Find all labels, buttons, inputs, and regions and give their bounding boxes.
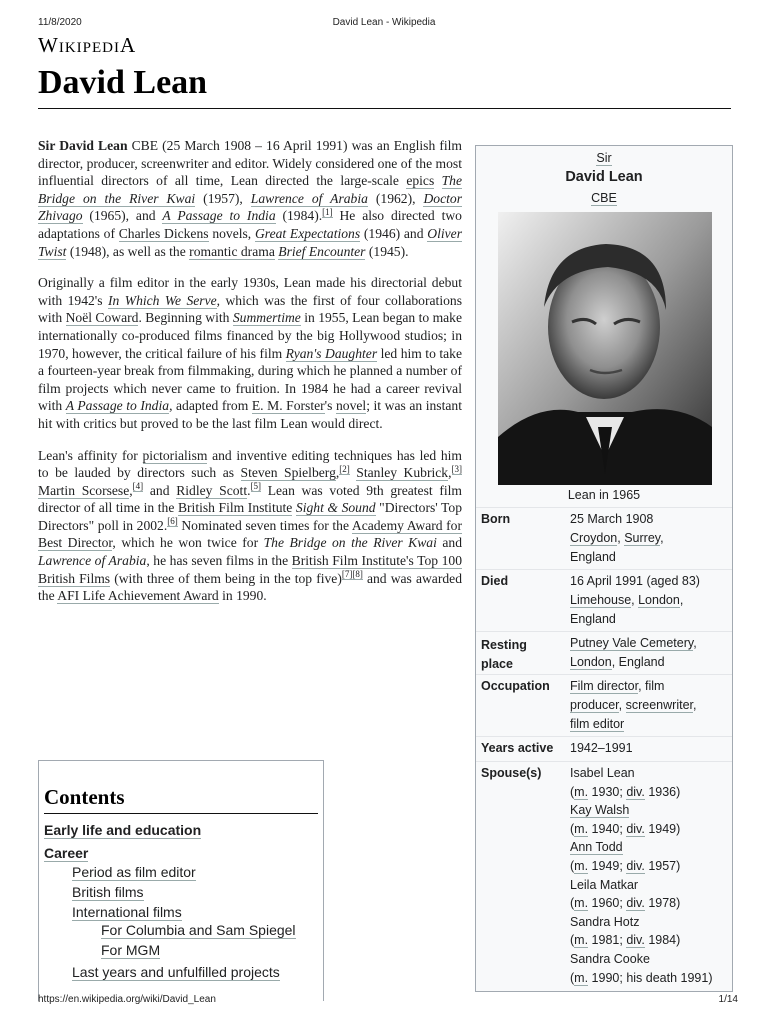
infobox: [475, 145, 733, 992]
citation-1[interactable]: [1]: [322, 206, 333, 217]
toc-item-early-life[interactable]: Early life and education: [44, 822, 202, 838]
toc-item-mgm[interactable]: For MGM: [101, 942, 161, 958]
link-croydon[interactable]: Croydon: [570, 531, 618, 545]
link-film-producer[interactable]: producer: [570, 698, 619, 712]
citation-5[interactable]: [5]: [250, 481, 261, 492]
wikipedia-wordmark[interactable]: WIKIPEDIA: [38, 33, 137, 57]
link-limehouse[interactable]: Limehouse: [570, 593, 632, 607]
infobox-honorific-suffix[interactable]: CBE: [591, 191, 617, 205]
link-passage-to-india-2[interactable]: A Passage to India: [65, 398, 170, 414]
link-great-expectations[interactable]: Great Expectations: [254, 225, 361, 241]
toc-item-career[interactable]: Career: [44, 845, 89, 861]
infobox-row-years-active: Years active 1942–1991: [476, 736, 732, 762]
article-intro: [38, 137, 462, 619]
link-film-editor[interactable]: film editor: [570, 717, 625, 731]
link-steven-spielberg[interactable]: Steven Spielberg: [240, 465, 336, 481]
citation-6[interactable]: [6]: [167, 516, 178, 527]
link-stanley-kubrick[interactable]: Stanley Kubrick: [356, 465, 449, 481]
print-url: https://en.wikipedia.org/wiki/David_Lean: [38, 994, 216, 1005]
link-british-film-institute[interactable]: British Film Institute: [177, 500, 293, 516]
infobox-row-resting-place: Resting place Putney Vale Cemetery, London, England: [476, 631, 732, 675]
title-divider: [38, 108, 731, 109]
citation-4[interactable]: [4]: [132, 481, 144, 492]
link-summertime[interactable]: Summertime: [232, 310, 301, 326]
link-film-director[interactable]: Film director: [570, 679, 639, 693]
page-title: David Lean: [38, 64, 208, 101]
link-london-2[interactable]: London: [570, 655, 612, 669]
link-brief-encounter[interactable]: Brief Encounter: [278, 243, 366, 259]
spouse-name: Isabel Lean: [570, 766, 635, 780]
link-bfi-top-100[interactable]: British Film Institute's Top 100 British Films: [38, 553, 462, 586]
link-ridley-scott[interactable]: Ridley Scott: [176, 482, 248, 498]
link-screenwriter[interactable]: screenwriter: [625, 698, 693, 712]
toc-item-film-editor[interactable]: Period as film editor: [72, 864, 196, 880]
print-doc-title: David Lean - Wikipedia: [332, 17, 436, 28]
link-sight-and-sound[interactable]: Sight & Sound: [295, 500, 376, 516]
link-academy-award-best-director[interactable]: Academy Award for Best Director: [38, 517, 463, 551]
link-surrey[interactable]: Surrey: [624, 531, 661, 545]
link-in-which-we-serve[interactable]: In Which We Serve: [107, 292, 217, 308]
link-novel[interactable]: novel: [335, 398, 367, 414]
spouse-list: Isabel Lean (m. 1930; div. 1936) Kay Walsh (m. 1940; div. 1949) Ann Todd (m. 1949; div. 1957) Leila Matkar (m. 1960; div. 1978) Sandra Hotz (m. 1981; div. 1984) Sandra Cooke (m. 1990; his death 1991): [570, 764, 730, 987]
link-ryans-daughter[interactable]: Ryan's Daughter: [285, 345, 378, 361]
citation-2[interactable]: [2]: [339, 463, 350, 474]
print-page-number: 1/14: [718, 994, 738, 1005]
citation-8[interactable]: [8]: [352, 569, 363, 580]
citation-3[interactable]: [3]: [451, 463, 463, 474]
link-em-forster[interactable]: E. M. Forster: [251, 398, 325, 414]
spouse-name: Sandra Hotz: [570, 914, 640, 929]
link-doctor-zhivago[interactable]: Doctor Zhivago: [38, 190, 462, 224]
toc-item-international-films[interactable]: International films: [72, 904, 182, 920]
link-charles-dickens[interactable]: Charles Dickens: [118, 225, 209, 241]
infobox-row-occupation: Occupation Film director, film producer, screenwriter, film editor: [476, 674, 732, 737]
link-romantic-drama[interactable]: romantic drama: [189, 243, 275, 259]
intro-paragraph-2: Originally a film editor in the early 1930s, Lean made his directorial debut with 1942's In Which We Serve, which was the first of four collaborations with Noël Coward. Beginning with Summertime in 1955, Lean began to make internationally co-produced films financed by the big Hollywood studios; in 1970, however, the critical failure of his film Ryan's Daughter led him to take a fourteen-year break from filmmaking, during which he planned a number of film projects which never came to fruition. In 1984 he had a career revival with A Passage to India, adapted from E. M. Forster's novel; it was an instant hit with critics but proved to be the last film Lean would direct.: [38, 275, 463, 431]
citation-7[interactable]: [7]: [341, 569, 353, 580]
infobox-row-born: Born 25 March 1908 Croydon, Surrey, England: [476, 507, 732, 570]
link-kay-walsh[interactable]: Kay Walsh: [570, 803, 630, 818]
link-ann-todd[interactable]: Ann Todd: [570, 840, 623, 855]
photo-caption: Lean in 1965: [567, 488, 641, 502]
toc-title: Contents: [44, 785, 125, 809]
link-noel-coward[interactable]: Noël Coward: [65, 310, 139, 326]
toc-item-columbia-spiegel[interactable]: For Columbia and Sam Spiegel: [101, 922, 296, 938]
link-oliver-twist[interactable]: Oliver Twist: [38, 225, 463, 259]
link-epics[interactable]: epics: [406, 173, 435, 189]
link-putney-vale[interactable]: Putney Vale Cemetery: [570, 636, 694, 650]
infobox-row-spouses: Spouse(s) Isabel Lean (m. 1930; div. 1936) Kay Walsh (m. 1940; div. 1949) Ann Todd (m. 1949; div. 1957) Leila Matkar (m. 1960; div. 1978) Sandra Hotz (m. 1981; div. 1984) Sandra Cooke (m. 1990; his death 1991): [476, 761, 732, 992]
toc-item-british-films[interactable]: British films: [72, 884, 144, 900]
toc-divider: [44, 813, 318, 814]
infobox-name: David Lean: [565, 169, 643, 185]
link-martin-scorsese[interactable]: Martin Scorsese: [38, 482, 130, 498]
toc-item-last-years[interactable]: Last years and unfulfilled projects: [72, 964, 280, 980]
link-pictorialism[interactable]: pictorialism: [142, 447, 208, 463]
link-london[interactable]: London: [638, 593, 680, 607]
infobox-row-died: Died 16 April 1991 (aged 83) Limehouse, London, England: [476, 569, 732, 632]
table-of-contents: [38, 760, 324, 1001]
link-bridge-river-kwai[interactable]: The Bridge on the River Kwai: [38, 173, 462, 206]
spouse-name: Sandra Cooke: [570, 951, 650, 966]
intro-paragraph-1: Sir David Lean CBE (25 March 1908 – 16 April 1991) was an English film director, producer, screenwriter and editor. Widely considered one of the most influential directors of all time, Lean directed the large-scale epics The Bridge on the River Kwai (1957), Lawrence of Arabia (1962), Doctor Zhivago (1965), and A Passage to India (1984).[1] He also directed two adaptations of Charles Dickens novels, Great Expectations (1946) and Oliver Twist (1948), as well as the romantic drama Brief Encounter (1945).: [38, 138, 463, 259]
spouse-name: Leila Matkar: [570, 877, 639, 892]
portrait-photo[interactable]: [498, 212, 712, 485]
link-passage-to-india[interactable]: A Passage to India: [162, 208, 276, 224]
link-afi-award[interactable]: AFI Life Achievement Award: [57, 588, 219, 604]
infobox-honorific-prefix[interactable]: Sir: [596, 151, 612, 165]
print-date: 11/8/2020: [38, 17, 82, 28]
intro-paragraph-3: Lean's affinity for pictorialism and inventive editing techniques has led him to be lauded by directors such as Steven Spielberg,[2] Stanley Kubrick,[3] Martin Scorsese,[4] and Ridley Scott.[5] Lean was voted 9th greatest film director of all time in the British Film Institute Sight & Sound "Directors' Top Directors" poll in 2002.[6] Nominated seven times for the Academy Award for Best Director, which he won twice for The Bridge on the River Kwai and Lawrence of Arabia, he has seven films in the British Film Institute's Top 100 British Films (with three of them being in the top five)[7][8] and was awarded the AFI Life Achievement Award in 1990.: [38, 447, 463, 604]
link-lawrence-of-arabia[interactable]: Lawrence of Arabia: [250, 190, 368, 206]
